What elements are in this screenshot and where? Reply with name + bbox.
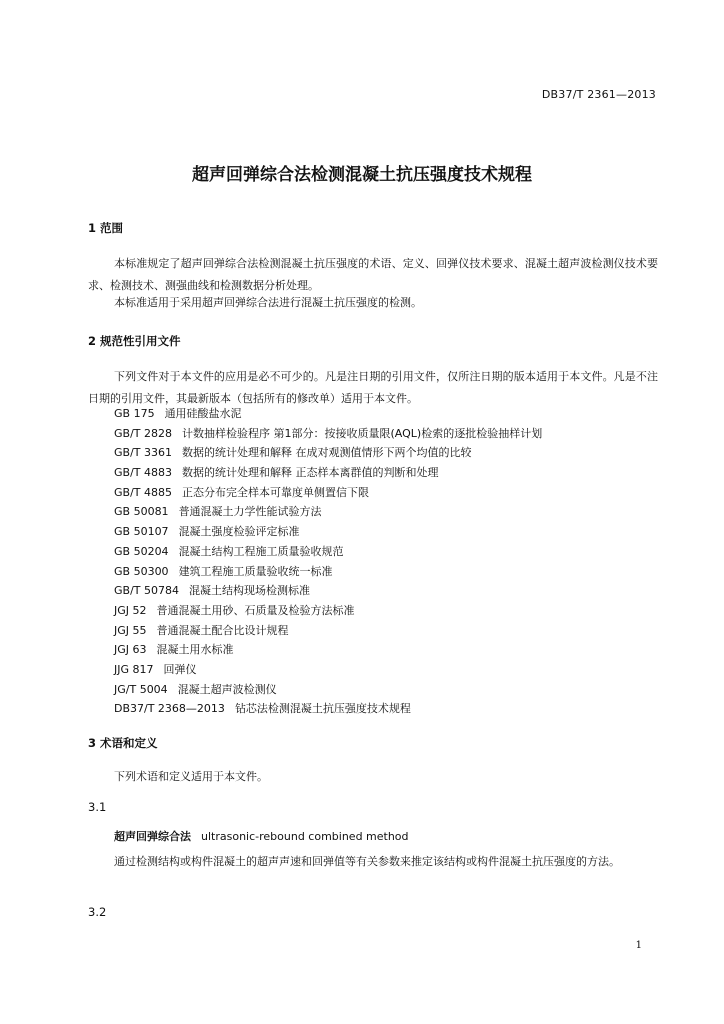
reference-item <box>114 542 542 562</box>
clause-3-2-number: 3.2 <box>88 905 107 919</box>
section-3-heading: 3 术语和定义 <box>88 736 158 750</box>
reference-title: 普通混凝土配合比设计规程 <box>156 623 289 637</box>
standard-code: DB37/T 2361—2013 <box>541 88 656 101</box>
reference-title: 混凝土强度检验评定标准 <box>178 525 300 539</box>
reference-item <box>114 463 542 483</box>
reference-item <box>114 522 542 542</box>
clause-3-1-number: 3.1 <box>88 800 107 814</box>
reference-item <box>114 621 542 641</box>
reference-code: GB 50081 <box>114 505 169 519</box>
reference-item <box>114 581 542 601</box>
reference-code: JGJ 52 <box>114 603 147 617</box>
document-title: 超声回弹综合法检测混凝土抗压强度技术规程 <box>192 165 532 185</box>
reference-title: 混凝土用水标准 <box>156 643 234 657</box>
reference-title: 建筑工程施工质量验收统一标准 <box>178 564 333 578</box>
reference-title: 计数抽样检验程序 第1部分：按接收质量限(AQL)检索的逐批检验抽样计划 <box>182 426 543 440</box>
section-1-paragraph-1: 本标准规定了超声回弹综合法检测混凝土抗压强度的术语、定义、回弹仪技术要求、混凝土超声波检测仪技术要求、检测技术、测强曲线和检测数据分析处理。 <box>88 257 658 292</box>
reference-title: 正态分布完全样本可靠度单侧置信下限 <box>182 485 369 499</box>
section-2-heading: 2 规范性引用文件 <box>88 334 181 348</box>
section-2-intro: 下列文件对于本文件的应用是必不可少的。凡是注日期的引用文件，仅所注日期的版本适用于本文件。凡是不注日期的引用文件，其最新版本（包括所有的修改单）适用于本文件。 <box>88 370 658 405</box>
reference-title: 普通混凝土用砂、石质量及检验方法标准 <box>156 603 355 617</box>
reference-code: JG/T 5004 <box>114 682 168 696</box>
reference-code: JGJ 55 <box>114 623 147 637</box>
section-1-heading: 1 范围 <box>88 221 124 235</box>
reference-item <box>114 680 542 700</box>
reference-code: GB 50107 <box>114 525 169 539</box>
reference-title: 通用硅酸盐水泥 <box>164 407 242 420</box>
reference-code: GB/T 4885 <box>114 485 172 499</box>
reference-code: GB 175 <box>114 407 155 420</box>
reference-title: 混凝土超声波检测仪 <box>177 682 277 696</box>
term-entry <box>114 828 409 844</box>
reference-code: GB 50204 <box>114 544 169 558</box>
reference-title: 数据的统计处理和解释 在成对观测值情形下两个均值的比较 <box>182 446 472 460</box>
reference-code: DB37/T 2368—2013 <box>114 702 225 716</box>
normative-references-list <box>114 404 542 719</box>
reference-item <box>114 502 542 522</box>
term-english: ultrasonic-rebound combined method <box>201 830 409 843</box>
term-definition: 通过检测结构或构件混凝土的超声声速和回弹值等有关参数来推定该结构或构件混凝土抗压强度的方法。 <box>114 855 620 868</box>
reference-title: 钻芯法检测混凝土抗压强度技术规程 <box>234 702 411 716</box>
reference-title: 回弹仪 <box>163 662 197 676</box>
reference-item <box>114 601 542 621</box>
reference-item <box>114 640 542 660</box>
reference-item <box>114 424 542 444</box>
reference-item <box>114 483 542 503</box>
reference-item <box>114 404 542 424</box>
reference-code: GB/T 4883 <box>114 466 172 480</box>
reference-title: 混凝土结构工程施工质量验收规范 <box>178 544 344 558</box>
reference-item <box>114 562 542 582</box>
term-chinese: 超声回弹综合法 <box>114 830 191 843</box>
reference-item <box>114 443 542 463</box>
page-number: 1 <box>635 940 642 951</box>
reference-title: 混凝土结构现场检测标准 <box>189 584 310 598</box>
reference-item <box>114 699 542 719</box>
reference-title: 普通混凝土力学性能试验方法 <box>178 505 322 519</box>
reference-code: GB 50300 <box>114 564 169 578</box>
reference-code: GB/T 50784 <box>114 584 179 598</box>
reference-code: JGJ 63 <box>114 643 147 657</box>
section-1-paragraph-2: 本标准适用于采用超声回弹综合法进行混凝土抗压强度的检测。 <box>114 296 422 309</box>
reference-item <box>114 660 542 680</box>
reference-title: 数据的统计处理和解释 正态样本离群值的判断和处理 <box>182 466 439 480</box>
section-3-intro: 下列术语和定义适用于本文件。 <box>114 770 268 783</box>
reference-code: GB/T 3361 <box>114 446 172 460</box>
reference-code: JJG 817 <box>114 662 154 676</box>
reference-code: GB/T 2828 <box>114 426 172 440</box>
